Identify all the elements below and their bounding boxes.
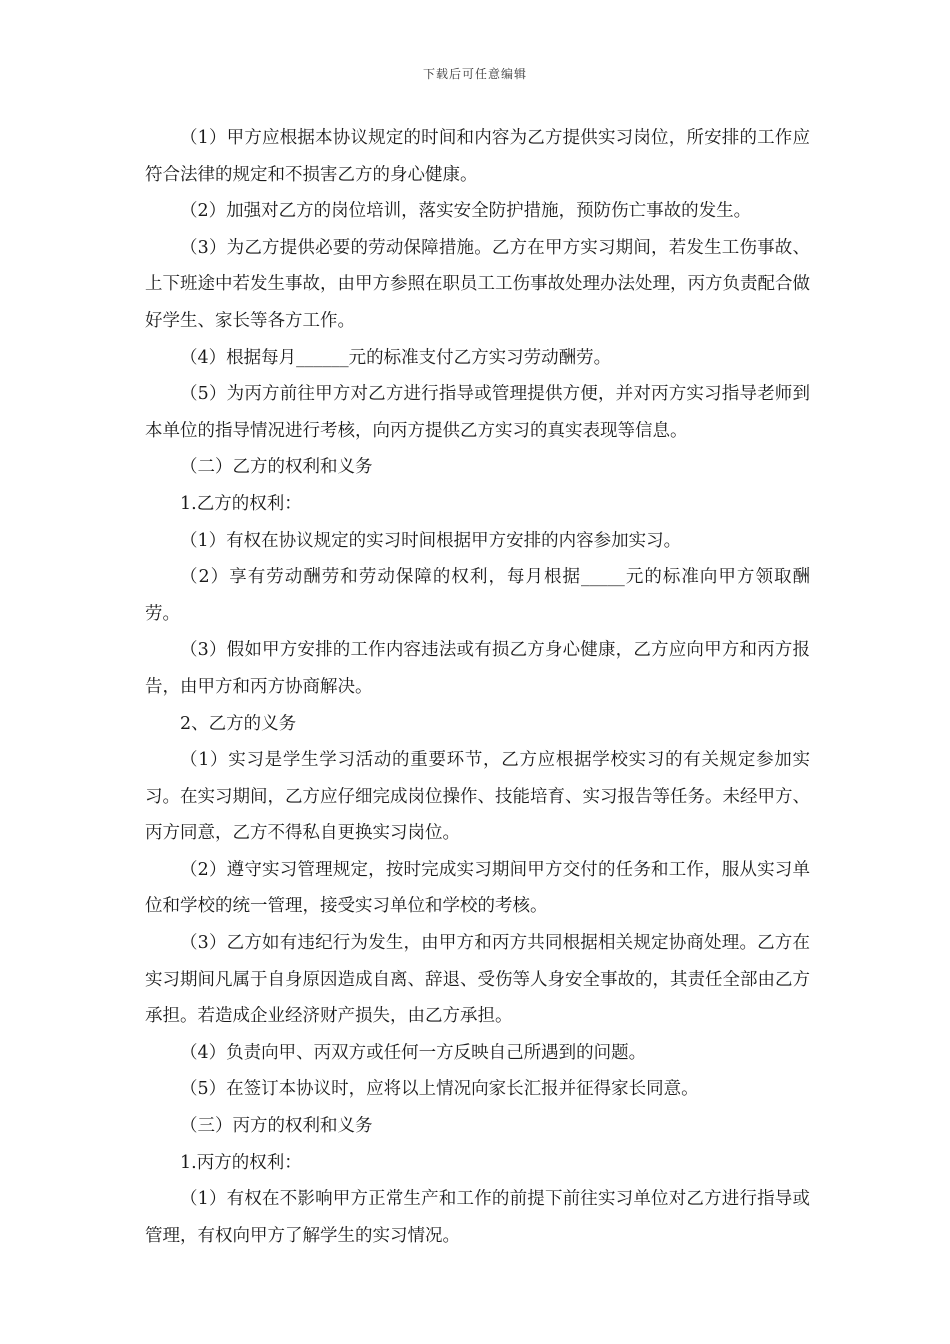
paragraph-jia-obligation-3: （3）为乙方提供必要的劳动保障措施。乙方在甲方实习期间，若发生工伤事故、上下班途中若发生事故，由甲方参照在职员工工伤事故处理办法处理，丙方负责配合做好学生、家长等各方工作。	[145, 237, 810, 331]
paragraph-jia-obligation-1: （1）甲方应根据本协议规定的时间和内容为乙方提供实习岗位，所安排的工作应符合法律的规定和不损害乙方的身心健康。	[145, 128, 810, 185]
paragraph-jia-obligation-5: （5）为丙方前往甲方对乙方进行指导或管理提供方便，并对丙方实习指导老师到本单位的指导情况进行考核，向丙方提供乙方实习的真实表现等信息。	[145, 384, 810, 441]
paragraph-yi-obligation-5: （5）在签订本协议时，应将以上情况向家长汇报并征得家长同意。	[180, 1079, 699, 1100]
section-heading-yi: （二）乙方的权利和义务	[180, 457, 373, 478]
paragraph-bing-right-1: （1）有权在不影响甲方正常生产和工作的前提下前往实习单位对乙方进行指导或管理，有权向甲方了解学生的实习情况。	[145, 1189, 810, 1246]
subheading-yi-rights: 1.乙方的权利：	[180, 493, 302, 514]
paragraph-yi-obligation-3: （3）乙方如有违纪行为发生，由甲方和丙方共同根据相关规定协商处理。乙方在实习期间凡属于自身原因造成自离、辞退、受伤等人身安全事故的，其责任全部由乙方承担。若造成企业经济财产损失，由乙方承担。	[145, 933, 810, 1027]
paragraph-yi-obligation-1: （1）实习是学生学习活动的重要环节，乙方应根据学校实习的有关规定参加实习。在实习期间，乙方应仔细完成岗位操作、技能培育、实习报告等任务。未经甲方、丙方同意，乙方不得私自更换实习岗位。	[145, 750, 810, 844]
subheading-bing-rights: 1.丙方的权利：	[180, 1152, 302, 1173]
paragraph-jia-obligation-2: （2）加强对乙方的岗位培训，落实安全防护措施，预防伤亡事故的发生。	[180, 201, 752, 222]
paragraph-yi-obligation-4: （4）负责向甲、丙双方或任何一方反映自己所遇到的问题。	[180, 1042, 647, 1063]
section-heading-bing: （三）丙方的权利和义务	[180, 1116, 373, 1137]
paragraph-yi-right-2: （2）享有劳动酬劳和劳动保障的权利，每月根据_____元的标准向甲方领取酬劳。	[145, 567, 810, 624]
subheading-yi-obligations: 2、乙方的义务	[180, 713, 297, 734]
paragraph-jia-obligation-4: （4）根据每月______元的标准支付乙方实习劳动酬劳。	[180, 347, 612, 368]
paragraph-yi-obligation-2: （2）遵守实习管理规定，按时完成实习期间甲方交付的任务和工作，服从实习单位和学校的统一管理，接受实习单位和学校的考核。	[145, 859, 810, 917]
paragraph-yi-right-3: （3）假如甲方安排的工作内容违法或有损乙方身心健康，乙方应向甲方和丙方报告，由甲方和丙方协商解决。	[145, 640, 810, 697]
header-note: 下载后可任意编辑	[422, 67, 527, 81]
paragraph-yi-right-1: （1）有权在协议规定的实习时间根据甲方安排的内容参加实习。	[180, 530, 682, 551]
document-body	[145, 120, 810, 1254]
